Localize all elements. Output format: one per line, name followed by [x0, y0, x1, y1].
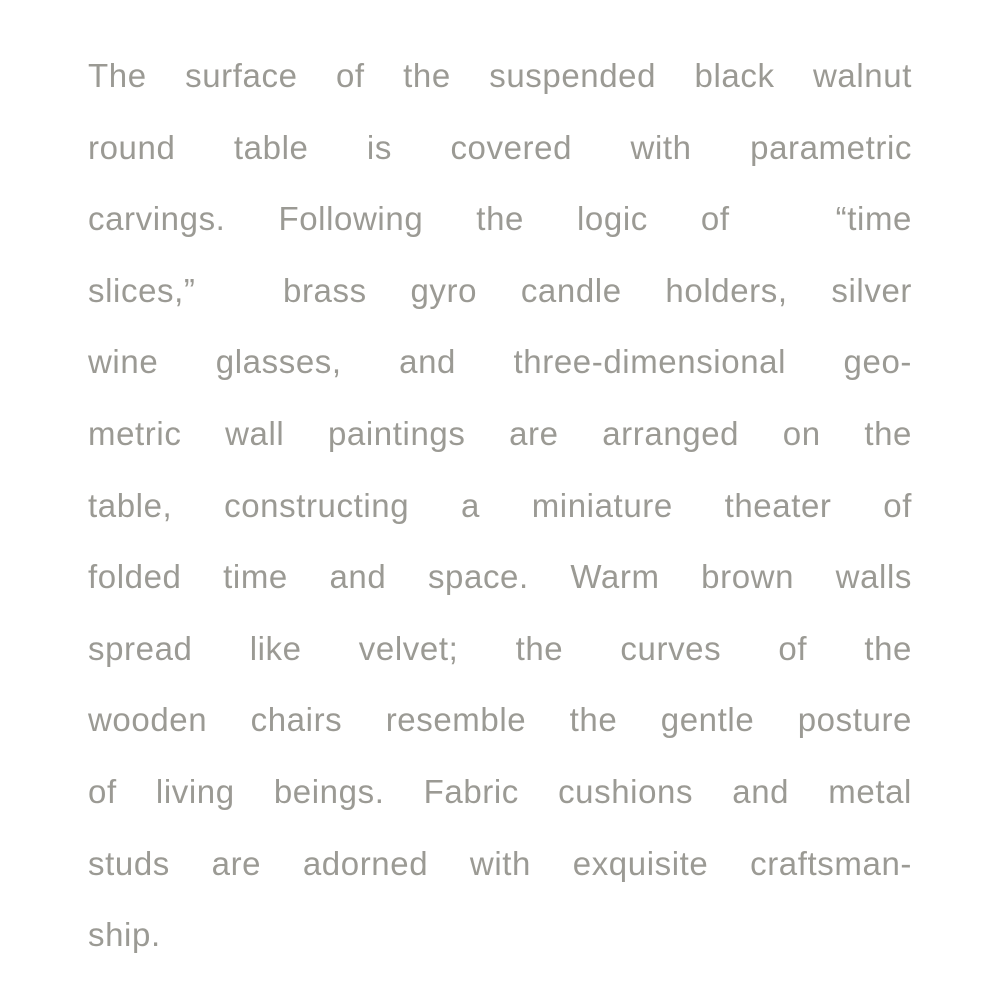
paragraph-line: wine glasses, and three-dimensional geo- [88, 343, 912, 381]
paragraph-line: The surface of the suspended black walnut [88, 57, 912, 94]
paragraph [88, 40, 912, 971]
paragraph-line: folded time and space. Warm brown walls [88, 558, 912, 596]
paragraph-line: slices,” brass gyro candle holders, silver [88, 271, 912, 309]
paragraph-line: of living beings. Fabric cushions and metal [88, 772, 912, 810]
paragraph-line: carvings. Following the logic of “time [88, 200, 912, 238]
paragraph-line: table, constructing a miniature theater of [88, 486, 912, 524]
paragraph-line: spread like velvet; the curves of the [88, 629, 912, 667]
paragraph-line: studs are adorned with exquisite craftsman- [88, 844, 912, 882]
paragraph-line: round table is covered with parametric [88, 128, 912, 166]
paragraph-line: metric wall paintings are arranged on the [88, 414, 912, 452]
paragraph-line-last: ship. [88, 916, 161, 954]
paragraph-line: wooden chairs resemble the gentle posture [88, 701, 912, 739]
